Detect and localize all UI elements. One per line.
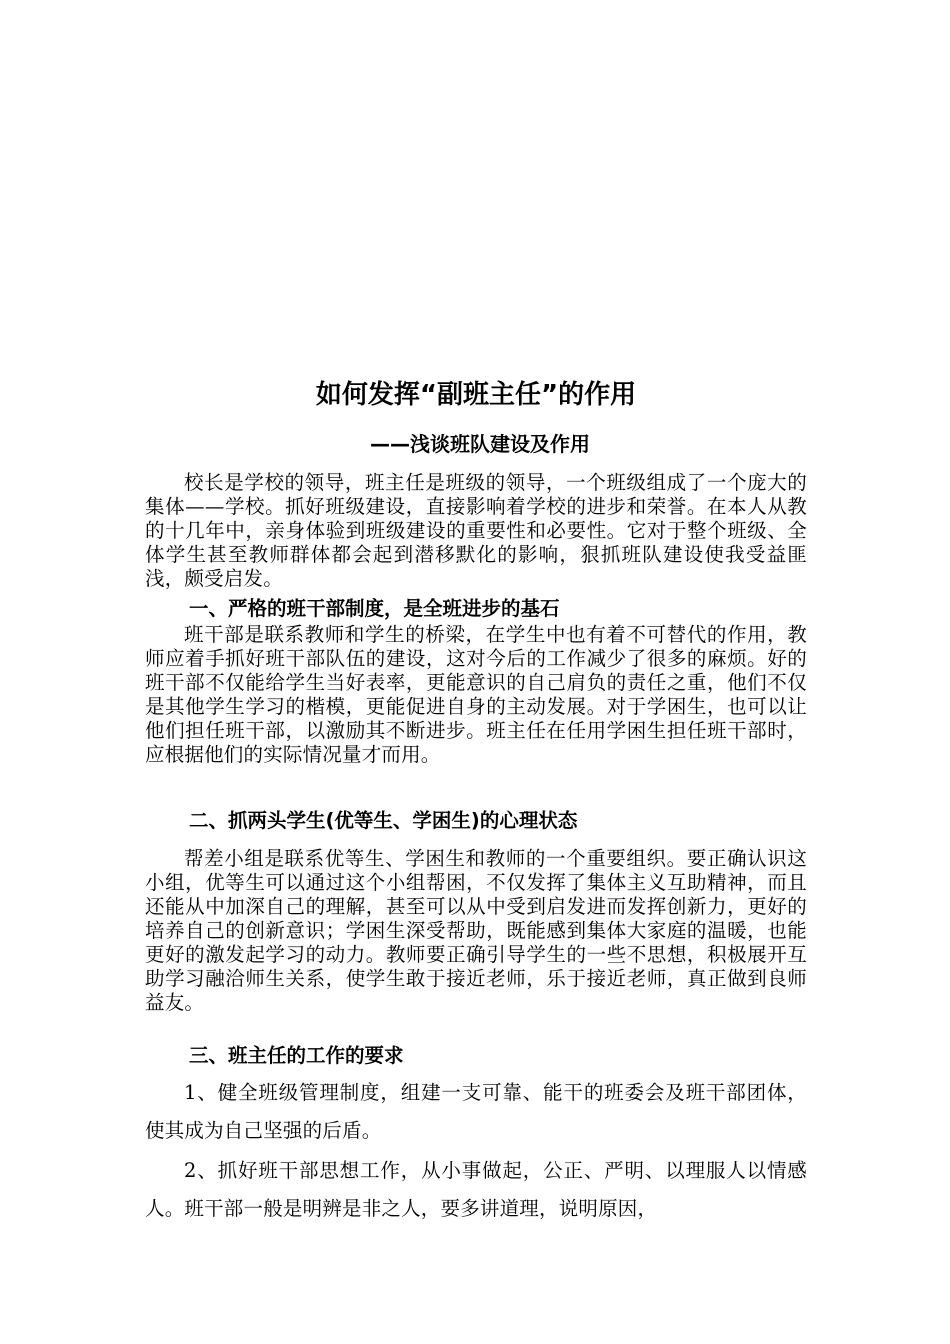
section-1-body: 班干部是联系教师和学生的桥梁，在学生中也有着不可替代的作用，教师应着手抓好班干部队伍的建设，这对今后的工作减少了很多的麻烦。好的班干部不仅能给学生当好表率，更能意识的自己肩负的责任之重，他们不仅是其他学生学习的楷模，更能促进自身的主动发展。对于学困生，也可以让他们担任班干部，以激励其不断进步。班主任在任用学困生担任班干部时，应根据他们的实际情况量才而用。 — [145, 623, 807, 766]
section-1-heading: 一、严格的班干部制度，是全班进步的基石 — [189, 597, 560, 620]
document-title: 如何发挥“副班主任”的作用 — [315, 380, 637, 410]
section-2-heading: 二、抓两头学生(优等生、学困生)的心理状态 — [189, 809, 578, 832]
section-2-body: 帮差小组是联系优等生、学困生和教师的一个重要组织。要正确认识这小组，优等生可以通过这个小组帮困，不仅发挥了集体主义互助精神，而且还能从中加深自己的理解，甚至可以从中受到启发进而发挥创新力，更好的培养自己的创新意识；学困生深受帮助，既能感到集体大家庭的温暖，也能更好的激发起学习的动力。教师要正确引导学生的一些不思想，积极展开互助学习融洽师生关系，使学生敢于接近老师，乐于接近老师，真正做到良师益友。 — [145, 847, 807, 1014]
document-subtitle: ——浅谈班队建设及作用 — [370, 432, 590, 456]
section-3-item-2: 2、抓好班干部思想工作，从小事做起，公正、严明、以理服人以情感人。班干部一般是明辨是非之人，要多讲道理，说明原因， — [145, 1159, 807, 1220]
section-3-item-1: 1、健全班级管理制度，组建一支可靠、能干的班委会及班干部团体，使其成为自己坚强的后盾。 — [145, 1081, 807, 1142]
section-3-heading: 三、班主任的工作的要求 — [189, 1044, 404, 1067]
intro-paragraph: 校长是学校的领导，班主任是班级的领导，一个班级组成了一个庞大的集体——学校。抓好班级建设，直接影响着学校的进步和荣誉。在本人从教的十几年中，亲身体验到班级建设的重要性和必要性。它对于整个班级、全体学生甚至教师群体都会起到潜移默化的影响，狠抓班队建设使我受益匪浅，颇受启发。 — [145, 471, 807, 590]
